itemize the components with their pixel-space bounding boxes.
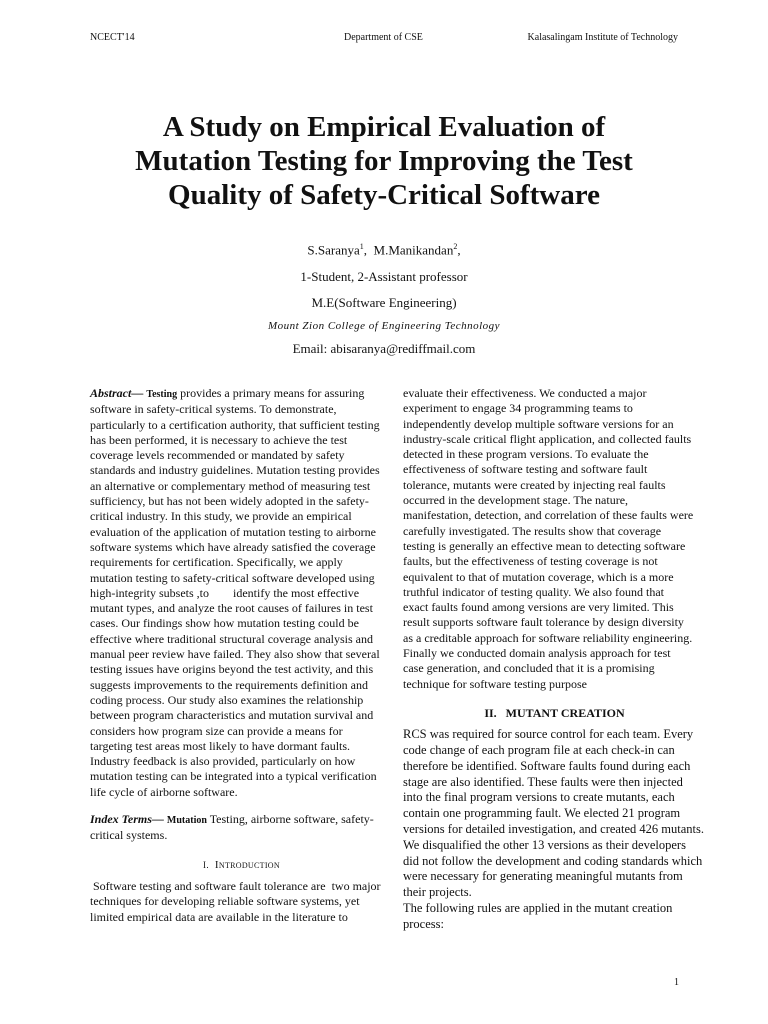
abstract-line: life cycle of airborne software.	[90, 784, 238, 799]
abstract-line: high-integrity subsets ,to identify the most effective	[90, 585, 360, 600]
abstract-line: targeting test areas most likely to have dormant faults.	[90, 738, 351, 753]
body-line: therefore be identified. Software faults found during each	[403, 758, 691, 773]
author-roles: 1-Student, 2-Assistant professor	[300, 269, 468, 285]
body-line: occurred in the development stage. The nature,	[403, 493, 629, 508]
abstract-line: an alternative or complementary method of measuring test	[90, 478, 371, 493]
body-line: stage are also identified. These faults were then injected	[403, 774, 683, 789]
index-terms-line: critical systems.	[90, 828, 168, 843]
body-line: independently develop multiple software versions for an	[403, 416, 674, 431]
body-line: their projects.	[403, 885, 472, 900]
body-line: into the final program versions to create mutants, each	[403, 790, 675, 805]
abstract-line: between program characteristics and mutation survival and	[90, 708, 374, 723]
body-line: Finally we conducted domain analysis approach for test	[403, 646, 671, 661]
abstract-line: coverage levels recommended or mandated by safety	[90, 448, 345, 463]
index-terms-label: Index Terms—	[90, 812, 164, 827]
body-line: tolerance, mutants were created by injecting real faults	[403, 477, 666, 492]
section-title: Introduction	[214, 858, 280, 871]
body-line: industry-scale critical flight application, and collected faults	[403, 431, 692, 446]
author-1: S.Saranya	[307, 242, 360, 258]
author-2-affil: 2	[453, 242, 458, 251]
abstract-line: manual peer review have failed. They also show that several	[90, 647, 380, 662]
title-line: Quality of Safety-Critical Software	[168, 179, 600, 211]
body-line: as a creditable approach for software reliability engineering.	[403, 630, 693, 645]
author-block	[90, 238, 678, 357]
abstract-line: coding process. Our study also examines the relationship	[90, 692, 364, 707]
abstract-line: particularly to a certification authority, that sufficient testing	[90, 417, 380, 432]
abstract-line: provides a primary means for assuring	[177, 386, 365, 400]
abstract-line: software systems which have already satisfied the coverage	[90, 539, 376, 554]
index-terms-line: Testing, airborne software, safety-	[206, 812, 374, 827]
introduction-body	[90, 879, 393, 925]
abstract-line: mutation testing to safety-critical software developed using	[90, 570, 375, 585]
abstract-line: Industry feedback is also provided, particularly on how	[90, 754, 356, 769]
introduction-continued	[403, 386, 706, 692]
paper-title	[90, 110, 678, 212]
index-terms-first-word: Mutation	[166, 815, 207, 827]
page-number: 1	[674, 977, 679, 988]
abstract-line: has been performed, it is necessary to achieve the test	[90, 432, 348, 447]
title-line: A Study on Empirical Evaluation of	[162, 111, 606, 143]
introduction-line: limited empirical data are available in the literature to	[90, 909, 348, 924]
abstract-line: mutation testing can be integrated into a typical verification	[90, 769, 377, 784]
author-college: Mount Zion College of Engineering Technology	[267, 320, 501, 333]
abstract-line: critical industry. In this study, we provide an empirical	[90, 509, 352, 524]
institute-name: Kalasalingam Institute of Technology	[527, 32, 678, 43]
abstract-line: cases. Our findings show how mutation testing could be	[90, 616, 359, 631]
section-heading-introduction	[90, 858, 393, 873]
body-line: manifestation, detection, and correlation of these faults were	[403, 508, 694, 523]
abstract-line: software in safety-critical systems. To demonstrate,	[90, 402, 337, 417]
right-column	[403, 386, 706, 933]
body-line: code change of each program file at each check-in can	[403, 743, 675, 758]
section-number: I.	[203, 859, 209, 870]
body-line: were necessary for generating meaningful mutants from	[403, 869, 683, 884]
body-line: did not follow the development and coding standards which	[403, 853, 703, 868]
body-line: The following rules are applied in the mutant creation	[403, 901, 673, 915]
body-line: process:	[403, 916, 444, 931]
abstract-line: effective where traditional structural coverage analysis and	[90, 631, 373, 646]
body-line: detected in these program versions. To evaluate the	[403, 447, 649, 462]
running-header	[90, 32, 678, 48]
mutant-creation-body	[403, 727, 706, 932]
body-line: RCS was required for source control for each team. Every	[403, 727, 694, 742]
body-line: exact faults found among versions are very limited. This	[403, 600, 674, 615]
abstract-line: testing issues have origins beyond the test activity, and this	[90, 662, 374, 677]
abstract-line: suggests improvements to the requirements definition and	[90, 677, 368, 692]
body-line: evaluate their effectiveness. We conducted a major	[403, 386, 647, 400]
index-terms	[90, 812, 393, 844]
author-2: M.Manikandan	[373, 242, 454, 258]
body-line: versions for detailed investigation, and created 426 mutants.	[403, 822, 704, 837]
introduction-line: Software testing and software fault tolerance are two major	[90, 878, 381, 893]
abstract-line: standards and industry guidelines. Mutation testing provides	[90, 463, 380, 478]
author-degree: M.E(Software Engineering)	[311, 295, 457, 311]
left-column	[90, 386, 393, 925]
title-line: Mutation Testing for Improving the Test	[135, 145, 633, 177]
body-line: carefully investigated. The results show that coverage	[403, 523, 662, 538]
introduction-line: techniques for developing reliable software systems, yet	[90, 894, 360, 909]
author-1-affil: 1	[359, 242, 364, 251]
body-line: contain one programming fault. We elected 21 program	[403, 806, 681, 821]
body-line: technique for software testing purpose	[403, 676, 587, 691]
body-line: result supports software fault tolerance by design diversity	[403, 615, 684, 630]
abstract-first-word: Testing	[146, 389, 178, 400]
body-line: experiment to engage 34 programming teams to	[403, 401, 633, 416]
abstract-line: sufficiency, but has not been widely adopted in the safety-	[90, 494, 369, 509]
abstract-line: requirements for certification. Specifically, we apply	[90, 555, 343, 570]
body-line: testing is generally an effective mean to detecting software	[403, 538, 686, 553]
body-line: effectiveness of software testing and software fault	[403, 462, 648, 477]
body-line: faults, but the effectiveness of testing coverage is not	[403, 554, 658, 569]
body-line: truthful indicator of testing quality. We also found that	[403, 584, 664, 599]
abstract-line: considers how program size can provide a means for	[90, 723, 343, 738]
abstract-line: evaluation of the application of mutation testing to airborne	[90, 524, 376, 539]
department-name: Department of CSE	[344, 32, 423, 43]
body-line: case generation, and concluded that it is a promising	[403, 661, 655, 676]
section-heading-mutant-creation: II. MUTANT CREATION	[484, 705, 625, 720]
author-email: Email: abisaranya@rediffmail.com	[292, 341, 476, 357]
author-names: S.Saranya$^1$, M.Manikandan$^2$,	[307, 242, 461, 258]
abstract-label: Abstract—	[90, 386, 144, 400]
abstract-line: mutant types, and analyze the root causes of failures in test	[90, 601, 373, 616]
conference-name: NCECT'14	[90, 32, 135, 43]
body-line: We disqualified the other 13 versions as their developers	[403, 837, 686, 852]
body-line: equivalent to that of mutation coverage, which is a more	[403, 569, 674, 584]
abstract	[90, 386, 393, 800]
